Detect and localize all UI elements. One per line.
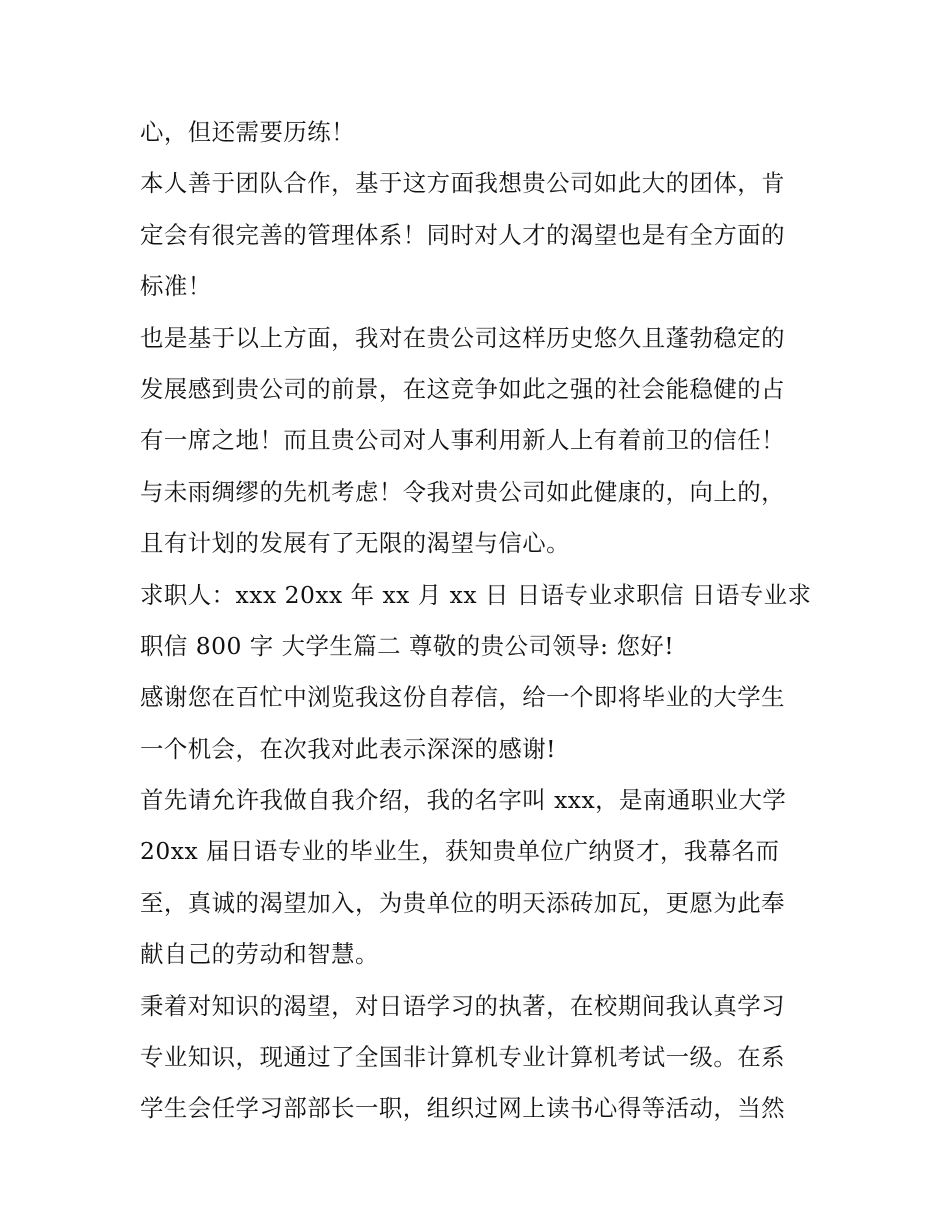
text-line: 职信 800 字 大学生篇二 尊敬的贵公司领导: 您好!	[140, 631, 675, 660]
text-line: 有一席之地！而且贵公司对人事利用新人上有着前卫的信任！	[140, 426, 786, 455]
text-line: 献自己的劳动和智慧。	[140, 940, 379, 969]
document-body	[140, 107, 820, 1135]
text-line: 学生会任学习部部长一职，组织过网上读书心得等活动，当然	[140, 1094, 786, 1123]
text-line: 感谢您在百忙中浏览我这份自荐信，给一个即将毕业的大学生	[140, 683, 786, 712]
text-line: 首先请允许我做自我介绍，我的名字叫 xxx，是南通职业大学	[140, 786, 787, 815]
text-line: 标准！	[140, 272, 212, 301]
text-line: 秉着对知识的渴望，对日语学习的执著，在校期间我认真学习	[140, 991, 786, 1020]
text-line: 定会有很完善的管理体系！同时对人才的渴望也是有全方面的	[140, 220, 786, 249]
text-line: 至，真诚的渴望加入，为贵单位的明天添砖加瓦，更愿为此奉	[140, 888, 786, 917]
text-line: 专业知识，现通过了全国非计算机专业计算机考试一级。在系	[140, 1043, 786, 1072]
text-line: 且有计划的发展有了无限的渴望与信心。	[140, 529, 571, 558]
text-line: 20xx 届日语专业的毕业生，获知贵单位广纳贤才，我幕名而	[140, 837, 780, 866]
text-line: 心，但还需要历练！	[140, 118, 356, 146]
text-line: 一个机会，在次我对此表示深深的感谢!	[140, 734, 557, 763]
text-line: 也是基于以上方面，我对在贵公司这样历史悠久且蓬勃稳定的	[140, 323, 786, 352]
text-line: 发展感到贵公司的前景，在这竞争如此之强的社会能稳健的占	[140, 374, 786, 403]
text-line: 本人善于团队合作，基于这方面我想贵公司如此大的团体，肯	[140, 169, 786, 198]
text-line: 求职人：xxx 20xx 年 xx 月 xx 日 日语专业求职信 日语专业求	[140, 580, 812, 609]
text-line: 与未雨绸缪的先机考虑！令我对贵公司如此健康的，向上的，	[140, 477, 786, 506]
